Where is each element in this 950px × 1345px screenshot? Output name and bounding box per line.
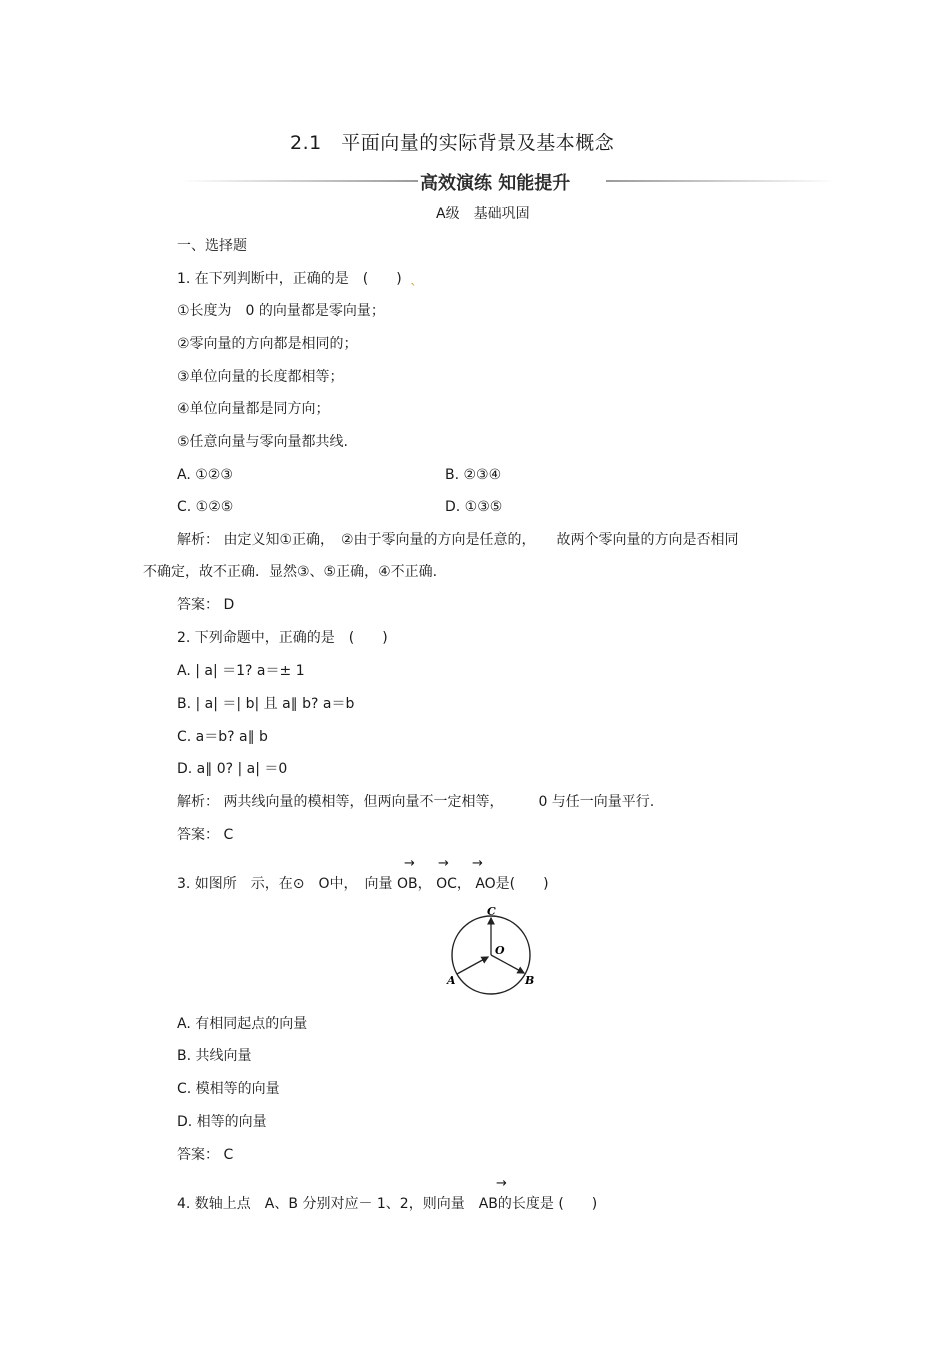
section-banner: 高效演练 知能提升 — [420, 173, 571, 194]
q1-item-5: ⑤任意向量与零向量都共线. — [177, 434, 349, 450]
vector-arrow-oc: → — [438, 856, 449, 871]
q2-stem: 2. 下列命题中，正确的是 ( ) — [177, 630, 388, 646]
level-heading: A级 基础巩固 — [436, 206, 530, 222]
label-b: B — [525, 974, 535, 987]
section-heading: 一、选择题 — [177, 238, 247, 254]
q3-option-c: C. 模相等的向量 — [177, 1081, 280, 1097]
q1-stem — [177, 269, 402, 289]
q3-option-b: B. 共线向量 — [177, 1048, 252, 1064]
label-c: C — [487, 905, 496, 918]
q1-option-b: B. ②③④ — [445, 467, 502, 483]
q3-option-a: A. 有相同起点的向量 — [177, 1016, 308, 1032]
label-a: A — [447, 974, 456, 987]
vector-arrow-ob: → — [404, 856, 415, 871]
q2-option-b: B. | a| ＝| b| 且 a∥ b? a＝b — [177, 696, 355, 712]
q2-option-a: A. | a| ＝1? a＝± 1 — [177, 663, 305, 679]
q4-stem: 4. 数轴上点 A、B 分别对应－ 1、2，则向量 AB的长度是 ( ) — [177, 1196, 598, 1212]
q3-option-d: D. 相等的向量 — [177, 1114, 267, 1130]
q2-option-c: C. a＝b? a∥ b — [177, 729, 268, 745]
q1-analysis-line-2: 不确定，故不正确．显然③、⑤正确，④不正确. — [143, 564, 438, 580]
q1-item-4: ④单位向量都是同方向； — [177, 401, 330, 417]
vector-arrow-ab: → — [496, 1176, 507, 1191]
circle-vector-figure — [440, 900, 540, 995]
q1-option-d: D. ①③⑤ — [445, 499, 503, 515]
vector-ao — [457, 957, 488, 974]
q1-item-3: ③单位向量的长度都相等； — [177, 369, 344, 385]
vector-arrow-ao: → — [472, 856, 483, 871]
q2-option-d: D. a∥ 0? | a| ＝0 — [177, 761, 288, 777]
vector-ob — [491, 955, 524, 973]
q1-item-1: ①长度为 0 的向量都是零向量； — [177, 303, 385, 319]
q1-answer: 答案： D — [177, 597, 235, 613]
banner-rule-right — [606, 180, 836, 182]
q1-option-c: C. ①②⑤ — [177, 499, 234, 515]
q2-analysis: 解析： 两共线向量的模相等，但两向量不一定相等， 0 与任一向量平行. — [177, 794, 655, 810]
q3-answer: 答案： C — [177, 1147, 234, 1163]
page-title: 2.1 平面向量的实际背景及基本概念 — [290, 132, 615, 154]
label-o: O — [495, 944, 505, 957]
banner-rule-left — [180, 180, 418, 182]
q2-answer: 答案： C — [177, 827, 234, 843]
q1-blank-mark: ˎ — [410, 270, 417, 286]
q1-analysis-line-1: 解析： 由定义知①正确， ②由于零向量的方向是任意的， 故两个零向量的方向是否相同 — [177, 532, 739, 548]
q3-stem: 3. 如图所 示，在⊙ O中， 向量 OB， OC， AO是( ) — [177, 876, 549, 892]
q1-stem-text: 1. 在下列判断中，正确的是 ( ) — [177, 271, 402, 287]
q1-item-2: ②零向量的方向都是相同的； — [177, 336, 358, 352]
q1-option-a: A. ①②③ — [177, 467, 233, 483]
